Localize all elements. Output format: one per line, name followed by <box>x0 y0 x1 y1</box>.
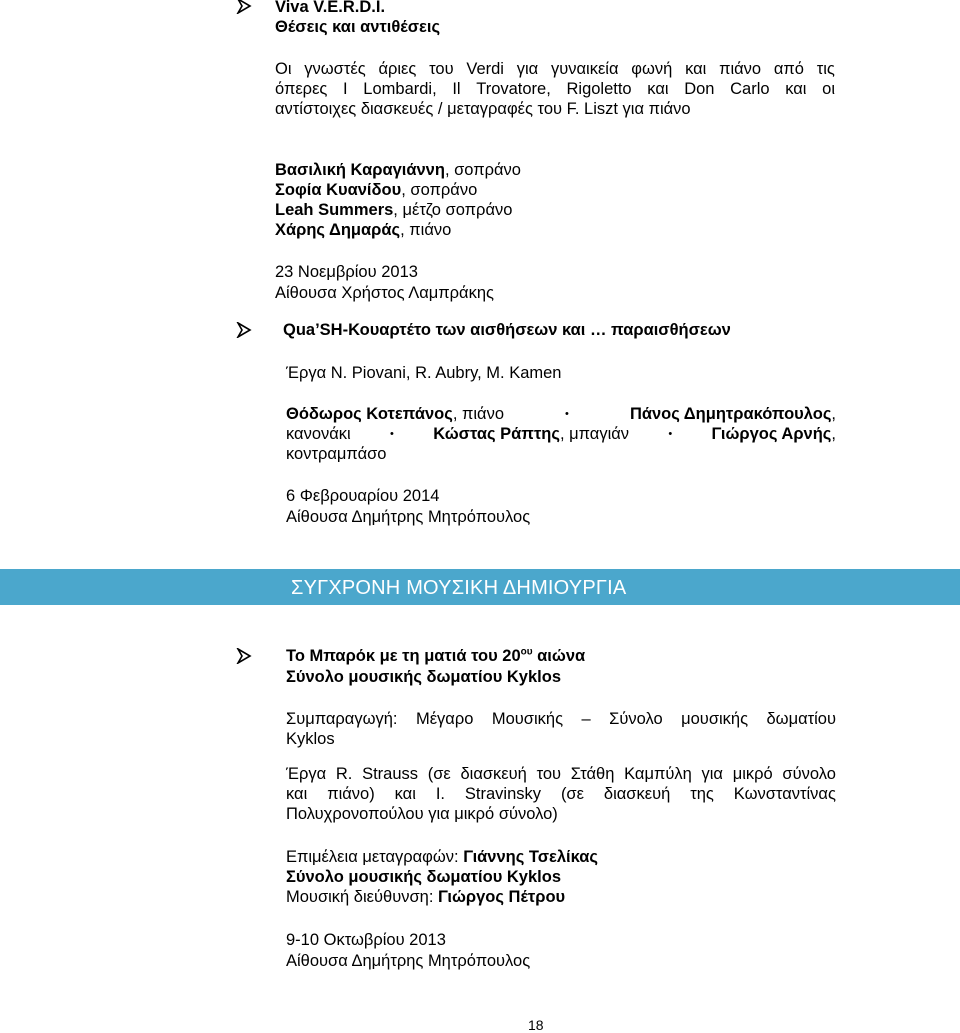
word: Μουσικής <box>491 710 564 728</box>
section3-works <box>286 764 836 824</box>
word: και <box>685 60 707 78</box>
performer-name: Κώστας Ράπτης <box>433 425 560 443</box>
section2-date: 6 Φεβρουαρίου 2014 <box>286 487 440 505</box>
section1-header: Viva V.E.R.D.I. <box>275 0 386 16</box>
word: Οι <box>275 60 292 78</box>
word: Carlo <box>730 80 770 98</box>
page-number: 18 <box>528 1017 544 1033</box>
bullet-dot-icon: • <box>565 408 569 420</box>
performer-name: Γιώργος Αρνής <box>711 425 832 443</box>
word: I. <box>435 785 445 803</box>
word: Stravinsky <box>464 785 542 803</box>
performer: Βασιλική Καραγιάννη, σοπράνο <box>275 161 521 179</box>
section-banner <box>0 569 960 605</box>
word: μουσικής <box>681 710 749 728</box>
performer-name: Πάνος Δημητρακόπουλος <box>629 405 832 423</box>
word: (σε <box>560 785 584 803</box>
credit-line: Σύνολο μουσικής δωματίου Kyklos <box>286 868 561 886</box>
performers-line: κοντραμπάσο <box>286 445 387 463</box>
word: Στάθη <box>570 765 615 783</box>
word: διασκευή <box>460 765 527 783</box>
word: όπερες <box>275 80 328 98</box>
arrow-bullet-icon <box>236 648 252 664</box>
word: Rigoletto <box>566 80 632 98</box>
word: (σε <box>427 765 451 783</box>
desc-line: αντίστοιχες διασκευές / μεταγραφές του F. Liszt για πιάνο <box>275 100 691 118</box>
word: διασκευή <box>603 785 671 803</box>
bullet-dot-icon: • <box>668 428 673 440</box>
word: και <box>286 785 308 803</box>
word: Strauss <box>362 765 418 783</box>
word: για <box>516 60 539 78</box>
word: Κωνσταντίνας <box>733 785 836 803</box>
section3-date: 9-10 Οκτωβρίου 2013 <box>286 931 446 949</box>
word: οι <box>822 80 835 98</box>
word: γυναικεία <box>550 60 619 78</box>
section1-venue: Αίθουσα Χρήστος Λαμπράκης <box>275 284 494 302</box>
word: για <box>701 765 723 783</box>
word: σύνολο <box>782 765 836 783</box>
section2-title: Qua’SH-Κουαρτέτο των αισθήσεων και … παραισθήσεων <box>283 321 731 339</box>
word: και <box>394 785 416 803</box>
performers-line: Θόδωρος Κοτεπάνος, πιάνο • Πάνος Δημητρακόπουλος, <box>286 405 836 423</box>
section1-description <box>275 59 835 119</box>
works-line <box>286 784 836 804</box>
section3-coproduction <box>286 709 836 749</box>
word: Έργα <box>286 765 327 783</box>
performer: Χάρης Δημαράς, πιάνο <box>275 221 452 239</box>
desc-line <box>275 59 835 79</box>
word: από <box>773 60 804 78</box>
word: Σύνολο <box>609 710 663 728</box>
word: του <box>429 60 454 78</box>
section3-credits <box>286 847 598 907</box>
section3-venue: Αίθουσα Δημήτρης Μητρόπουλος <box>286 952 531 970</box>
word: φωνή <box>631 60 673 78</box>
section2-works: Έργα N. Piovani, R. Aubry, M. Kamen <box>286 364 562 382</box>
word: πιάνο <box>719 60 762 78</box>
word: της <box>690 785 714 803</box>
section1-performers <box>275 160 521 240</box>
bullet-dot-icon: • <box>390 428 394 440</box>
word: και <box>647 80 669 98</box>
word: άριες <box>378 60 417 78</box>
word: I <box>343 80 348 98</box>
word: μικρό <box>732 765 773 783</box>
banner-title: ΣΥΓΧΡΟΝΗ ΜΟΥΣΙΚΗ ΔΗΜΙΟΥΡΓΙΑ <box>291 577 627 599</box>
word: Verdi <box>466 60 504 78</box>
word: δωματίου <box>766 710 836 728</box>
word: Συμπαραγωγή: <box>286 710 398 728</box>
arrow-bullet-icon <box>236 0 252 14</box>
word: πιάνο) <box>327 785 375 803</box>
arrow-bullet-icon <box>236 322 252 338</box>
word: γνωστές <box>304 60 366 78</box>
word: και <box>785 80 807 98</box>
works-line <box>286 764 836 784</box>
credit-line: Επιμέλεια μεταγραφών: Γιάννης Τσελίκας <box>286 848 599 866</box>
word: τις <box>816 60 835 78</box>
performer: Leah Summers, μέτζο σοπράνο <box>275 201 513 219</box>
section3-ensemble: Σύνολο μουσικής δωματίου Kyklos <box>286 668 561 686</box>
section2-venue: Αίθουσα Δημήτρης Μητρόπουλος <box>286 508 531 526</box>
word: Lombardi, <box>363 80 437 98</box>
word: R. <box>335 765 353 783</box>
performer: Σοφία Κυανίδου, σοπράνο <box>275 181 478 199</box>
desc-line <box>275 79 835 99</box>
word: Καμπύλη <box>624 765 692 783</box>
section1-title: Θέσεις και αντιθέσεις <box>275 18 441 36</box>
credit-line: Μουσική διεύθυνση: Γιώργος Πέτρου <box>286 888 566 906</box>
word: Il <box>452 80 461 98</box>
word: Trovatore, <box>476 80 551 98</box>
performers-line: κανονάκι • Κώστας Ράπτης, μπαγιάν • Γιώργος Αρνής, <box>286 425 836 443</box>
coproduction-line <box>286 709 836 729</box>
section2-performers <box>286 404 836 464</box>
works-line: Πολυχρονοπούλου για μικρό σύνολο) <box>286 805 558 823</box>
performer-name: Θόδωρος Κοτεπάνος <box>286 405 453 423</box>
section1-date: 23 Νοεμβρίου 2013 <box>275 263 418 281</box>
coproduction-line: Kyklos <box>286 730 335 748</box>
word: – <box>581 710 591 728</box>
word: Don <box>684 80 715 98</box>
word: του <box>536 765 562 783</box>
section3-title: Το Μπαρόκ με τη ματιά του $20^{o\upsilon}$ αιώνα <box>286 646 586 665</box>
word: Μέγαρο <box>415 710 474 728</box>
